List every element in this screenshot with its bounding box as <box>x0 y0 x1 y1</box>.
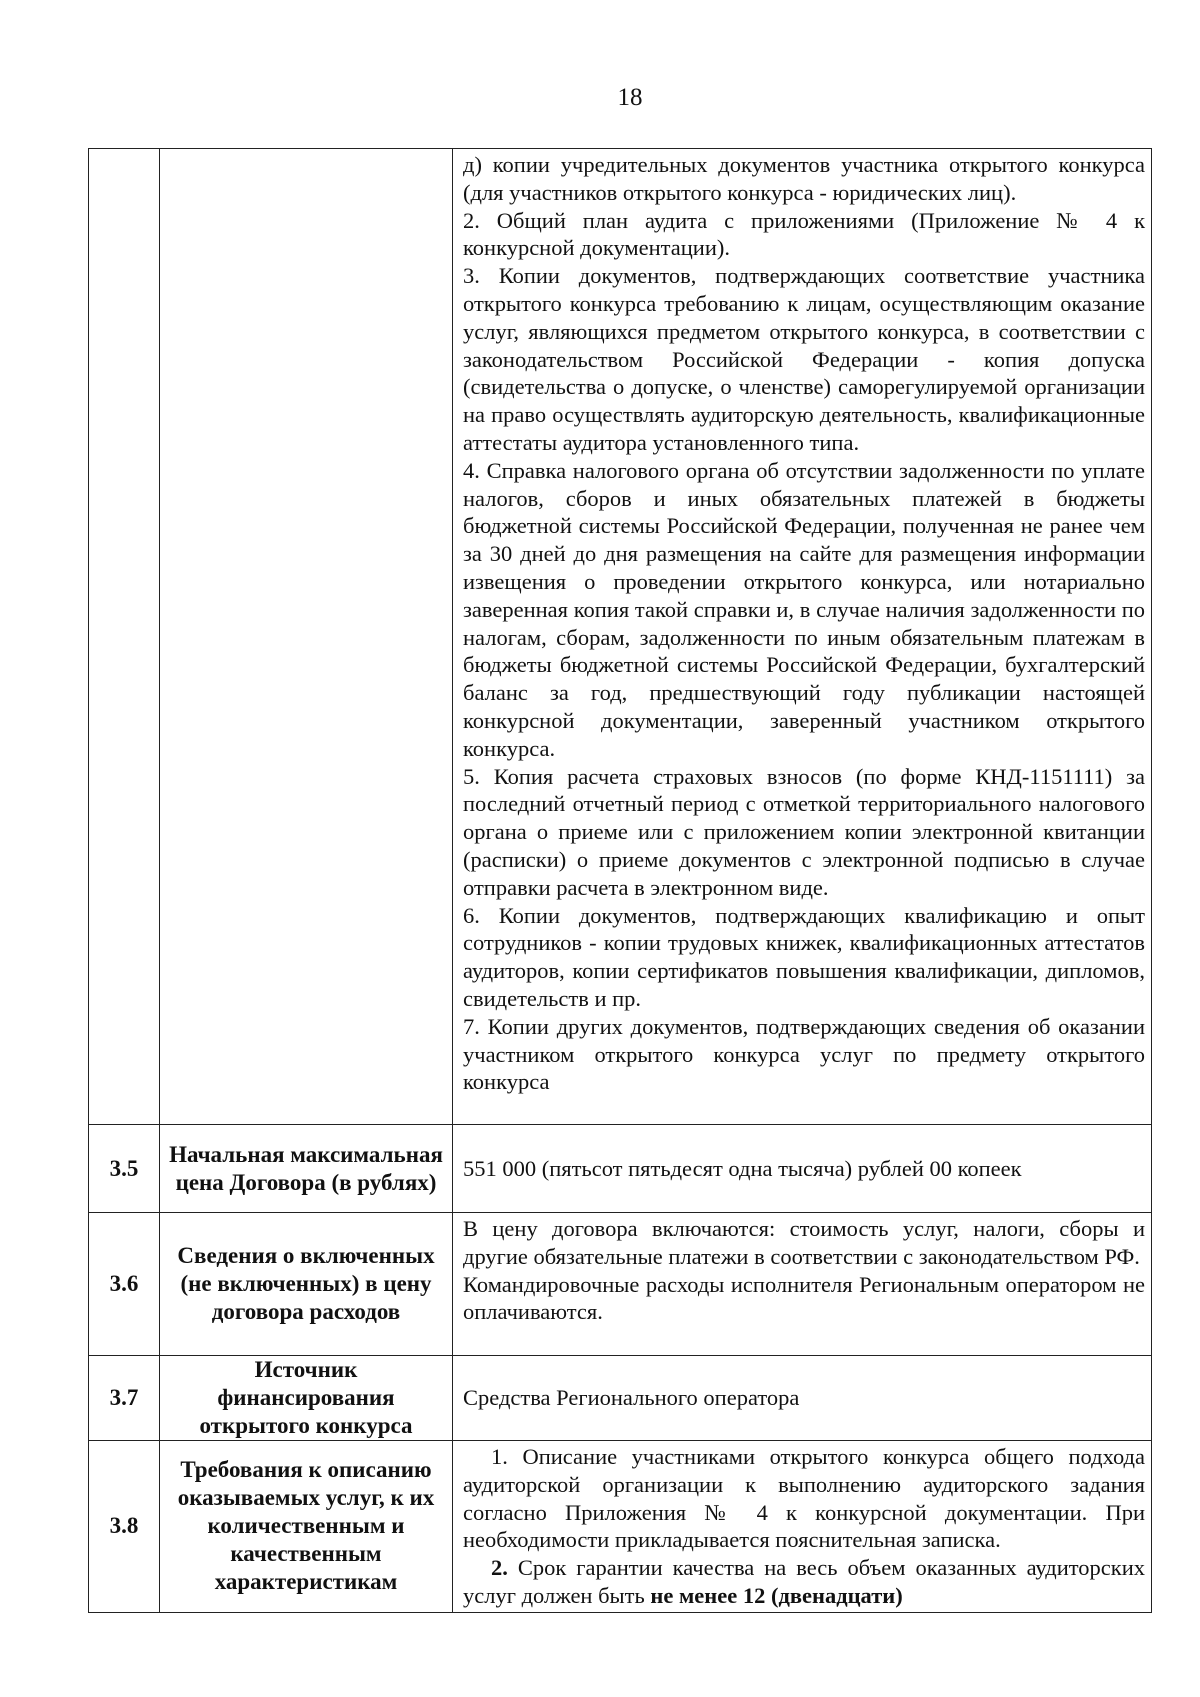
doc-item-4: 4. Справка налогового органа об отсутствии задолженности по уплате налогов, сборов и иных обязательных платежей в бюджеты бюджетной системы Российской Федерации, полученная не ранее чем за 30 дней до дня размещения на сайте для размещения информации извещения о проведении открытого конкурса, или нотариально заверенная копия такой справки и, в случае наличия задолженности по налогам, сборам, задолженности по иным обязательным платежам в бюджеты бюджетной системы Российской Федерации, бухгалтерский баланс за год, предшествующий году публикации настоящей конкурсной документации, заверенный участником открытого конкурса. <box>463 457 1145 761</box>
doc-item-5: 5. Копия расчета страховых взносов (по форме КНД-1151111) за последний отчетный период с отметкой территориального налогового органа о приеме или с приложением копии электронной квитанции (расписки) о приеме документов с электронной подписью в случае отправки расчета в электронном виде. <box>463 763 1145 900</box>
row-number-cell <box>89 149 160 1125</box>
table-row <box>89 149 1152 1125</box>
row-number: 3.6 <box>89 1213 160 1356</box>
services-description-item-2 <box>463 1554 1145 1610</box>
row-title: Начальная максимальная цена Договора (в рублях) <box>160 1125 453 1213</box>
table-row <box>89 1125 1152 1213</box>
excluded-costs-text: Командировочные расходы исполнителя Региональным оператором не оплачиваются. <box>463 1271 1145 1325</box>
row-number: 3.5 <box>89 1125 160 1213</box>
item-number: 2. <box>491 1555 508 1581</box>
requirements-table <box>88 148 1152 1613</box>
doc-item-d: д) копии учредительных документов участника открытого конкурса (для участников открытого конкурса - юридических лиц). <box>463 152 1145 205</box>
table-row <box>89 1441 1152 1613</box>
page-number: 18 <box>617 84 643 111</box>
table-row <box>89 1356 1152 1441</box>
row-title: Сведения о включенных (не включенных) в цену договора расходов <box>160 1213 453 1356</box>
row-number: 3.7 <box>89 1356 160 1441</box>
row-title: Источник финансирования открытого конкурса <box>160 1356 453 1441</box>
row-value <box>453 1441 1152 1613</box>
doc-item-3: 3. Копии документов, подтверждающих соответствие участника открытого конкурса требованию к лицам, осуществляющим оказание услуг, являющихся предметом открытого конкурса, в соответствии с законодательством Российской Федерации - копия допуска (свидетельства о допуске, о членстве) саморегулируемой организации на право осуществлять аудиторскую деятельность, квалификационные аттестаты аудитора установленного типа. <box>463 263 1145 455</box>
doc-item-2: 2. Общий план аудита с приложениями (Приложение № 4 к конкурсной документации). <box>463 207 1145 261</box>
row-value <box>453 1125 1152 1213</box>
funding-source-text: Средства Регионального оператора <box>463 1385 800 1411</box>
documents-list-cell <box>453 149 1152 1125</box>
table-row <box>89 1213 1152 1356</box>
row-heading-cell <box>160 149 453 1125</box>
doc-item-6: 6. Копии документов, подтверждающих квалификацию и опыт сотрудников - копии трудовых книжек, квалификационных аттестатов аудиторов, копии сертификатов повышения квалификации, дипломов, свидетельств и пр. <box>463 902 1145 1011</box>
max-price-text: 551 000 (пятьсот пятьдесят одна тысяча) рублей 00 копеек <box>463 1155 1022 1181</box>
row-value <box>453 1356 1152 1441</box>
item-bold-term: не менее 12 (двенадцати) <box>650 1582 903 1608</box>
included-costs-text: В цену договора включаются: стоимость услуг, налоги, сборы и другие обязательные платежи в соответствии с законодательством РФ. <box>463 1216 1145 1269</box>
services-description-item-1: 1. Описание участниками открытого конкурса общего подхода аудиторской организации к выполнению аудиторского задания согласно Приложения № 4 к конкурсной документации. При необходимости прикладывается пояснительная записка. <box>463 1444 1145 1553</box>
row-title: Требования к описанию оказываемых услуг, к их количественным и качественным характеристикам <box>160 1441 453 1613</box>
row-value <box>453 1213 1152 1356</box>
item-text: Срок гарантии качества на весь объем оказанных аудиторских услуг должен быть <box>463 1555 1145 1608</box>
doc-item-7: 7. Копии других документов, подтверждающих сведения об оказании участником открытого конкурса услуг по предмету открытого конкурса <box>463 1013 1145 1095</box>
row-number: 3.8 <box>89 1441 160 1613</box>
